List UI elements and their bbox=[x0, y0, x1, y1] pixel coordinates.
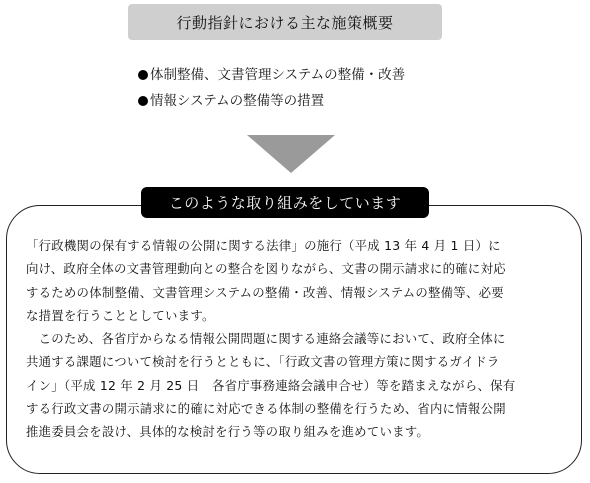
bullet-text: 体制整備、文書管理システムの整備・改善 bbox=[150, 67, 406, 83]
text-line: 「行政機関の保有する情報の公開に関する法律」の施行（平成 13 年 4 月 1 日）に bbox=[26, 238, 501, 253]
text-line: このため、各省庁からなる情報公開問題に関する連絡会議等において、政府全体に bbox=[26, 331, 506, 347]
text-line: 共通する課題について検討を行うとともに、「行政文書の管理方策に関するガイドラ bbox=[26, 354, 500, 370]
text-line: イン」（平成 12 年 2 月 25 日 各省庁事務連絡会議申合せ）等を踏まえながら、保有 bbox=[26, 377, 516, 393]
text-line: するための体制整備、文書管理システムの整備・改善、情報システムの整備等、必要 bbox=[26, 284, 504, 300]
text-line: 推進委員会を設け、具体的な検討を行う等の取り組みを進めています。 bbox=[26, 424, 430, 440]
text-line: 向け、政府全体の文書管理動向との整合を図りながら、文書の開示請求に的確に対応 bbox=[26, 261, 506, 277]
body-text bbox=[26, 234, 566, 444]
down-arrow-icon bbox=[247, 135, 335, 173]
summary-title: 行動指針における主な施策概要 bbox=[128, 4, 442, 40]
bullet-icon bbox=[138, 70, 148, 80]
text-line: な措置を行うこととしています。 bbox=[26, 307, 215, 323]
text-line: する行政文書の開示請求に的確に対応できる体制の整備を行うため、省内に情報公開 bbox=[26, 401, 506, 417]
list-item bbox=[138, 62, 405, 88]
list-item bbox=[138, 88, 405, 114]
bullet-list bbox=[138, 62, 405, 114]
section-label: このような取り組みをしています bbox=[141, 187, 429, 218]
bullet-icon bbox=[138, 96, 148, 106]
bullet-text: 情報システムの整備等の措置 bbox=[150, 93, 325, 109]
